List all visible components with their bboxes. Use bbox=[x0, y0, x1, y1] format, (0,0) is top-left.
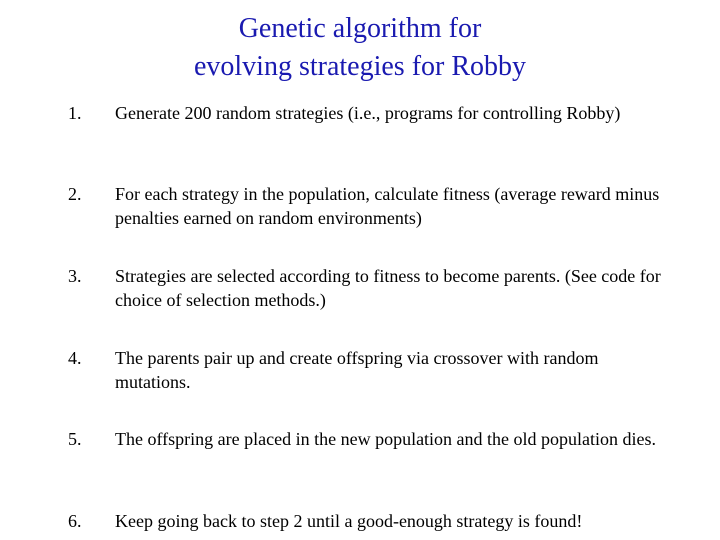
step-number: 3. bbox=[68, 266, 82, 286]
step-text: Keep going back to step 2 until a good-enough strategy is found! bbox=[115, 511, 583, 531]
step-text: The offspring are placed in the new population and the old population dies. bbox=[115, 429, 657, 449]
step-text: Generate 200 random strategies (i.e., programs for controlling Robby) bbox=[115, 103, 621, 123]
step-number: 2. bbox=[68, 184, 82, 204]
step-number: 6. bbox=[68, 511, 82, 531]
step-text: Strategies are selected according to fitness to become parents. (See code for choice of selection methods.) bbox=[115, 266, 661, 310]
slide-title-line-2: evolving strategies for Robby bbox=[193, 51, 527, 82]
step-number: 4. bbox=[68, 348, 82, 368]
step-text: For each strategy in the population, calculate fitness (average reward minus penalties earned on random environments) bbox=[115, 184, 660, 228]
step-text: The parents pair up and create offspring via crossover with random mutations. bbox=[115, 348, 599, 392]
step-number: 1. bbox=[68, 103, 82, 123]
slide-title-line-1: Genetic algorithm for bbox=[238, 13, 482, 44]
step-number: 5. bbox=[68, 429, 82, 449]
